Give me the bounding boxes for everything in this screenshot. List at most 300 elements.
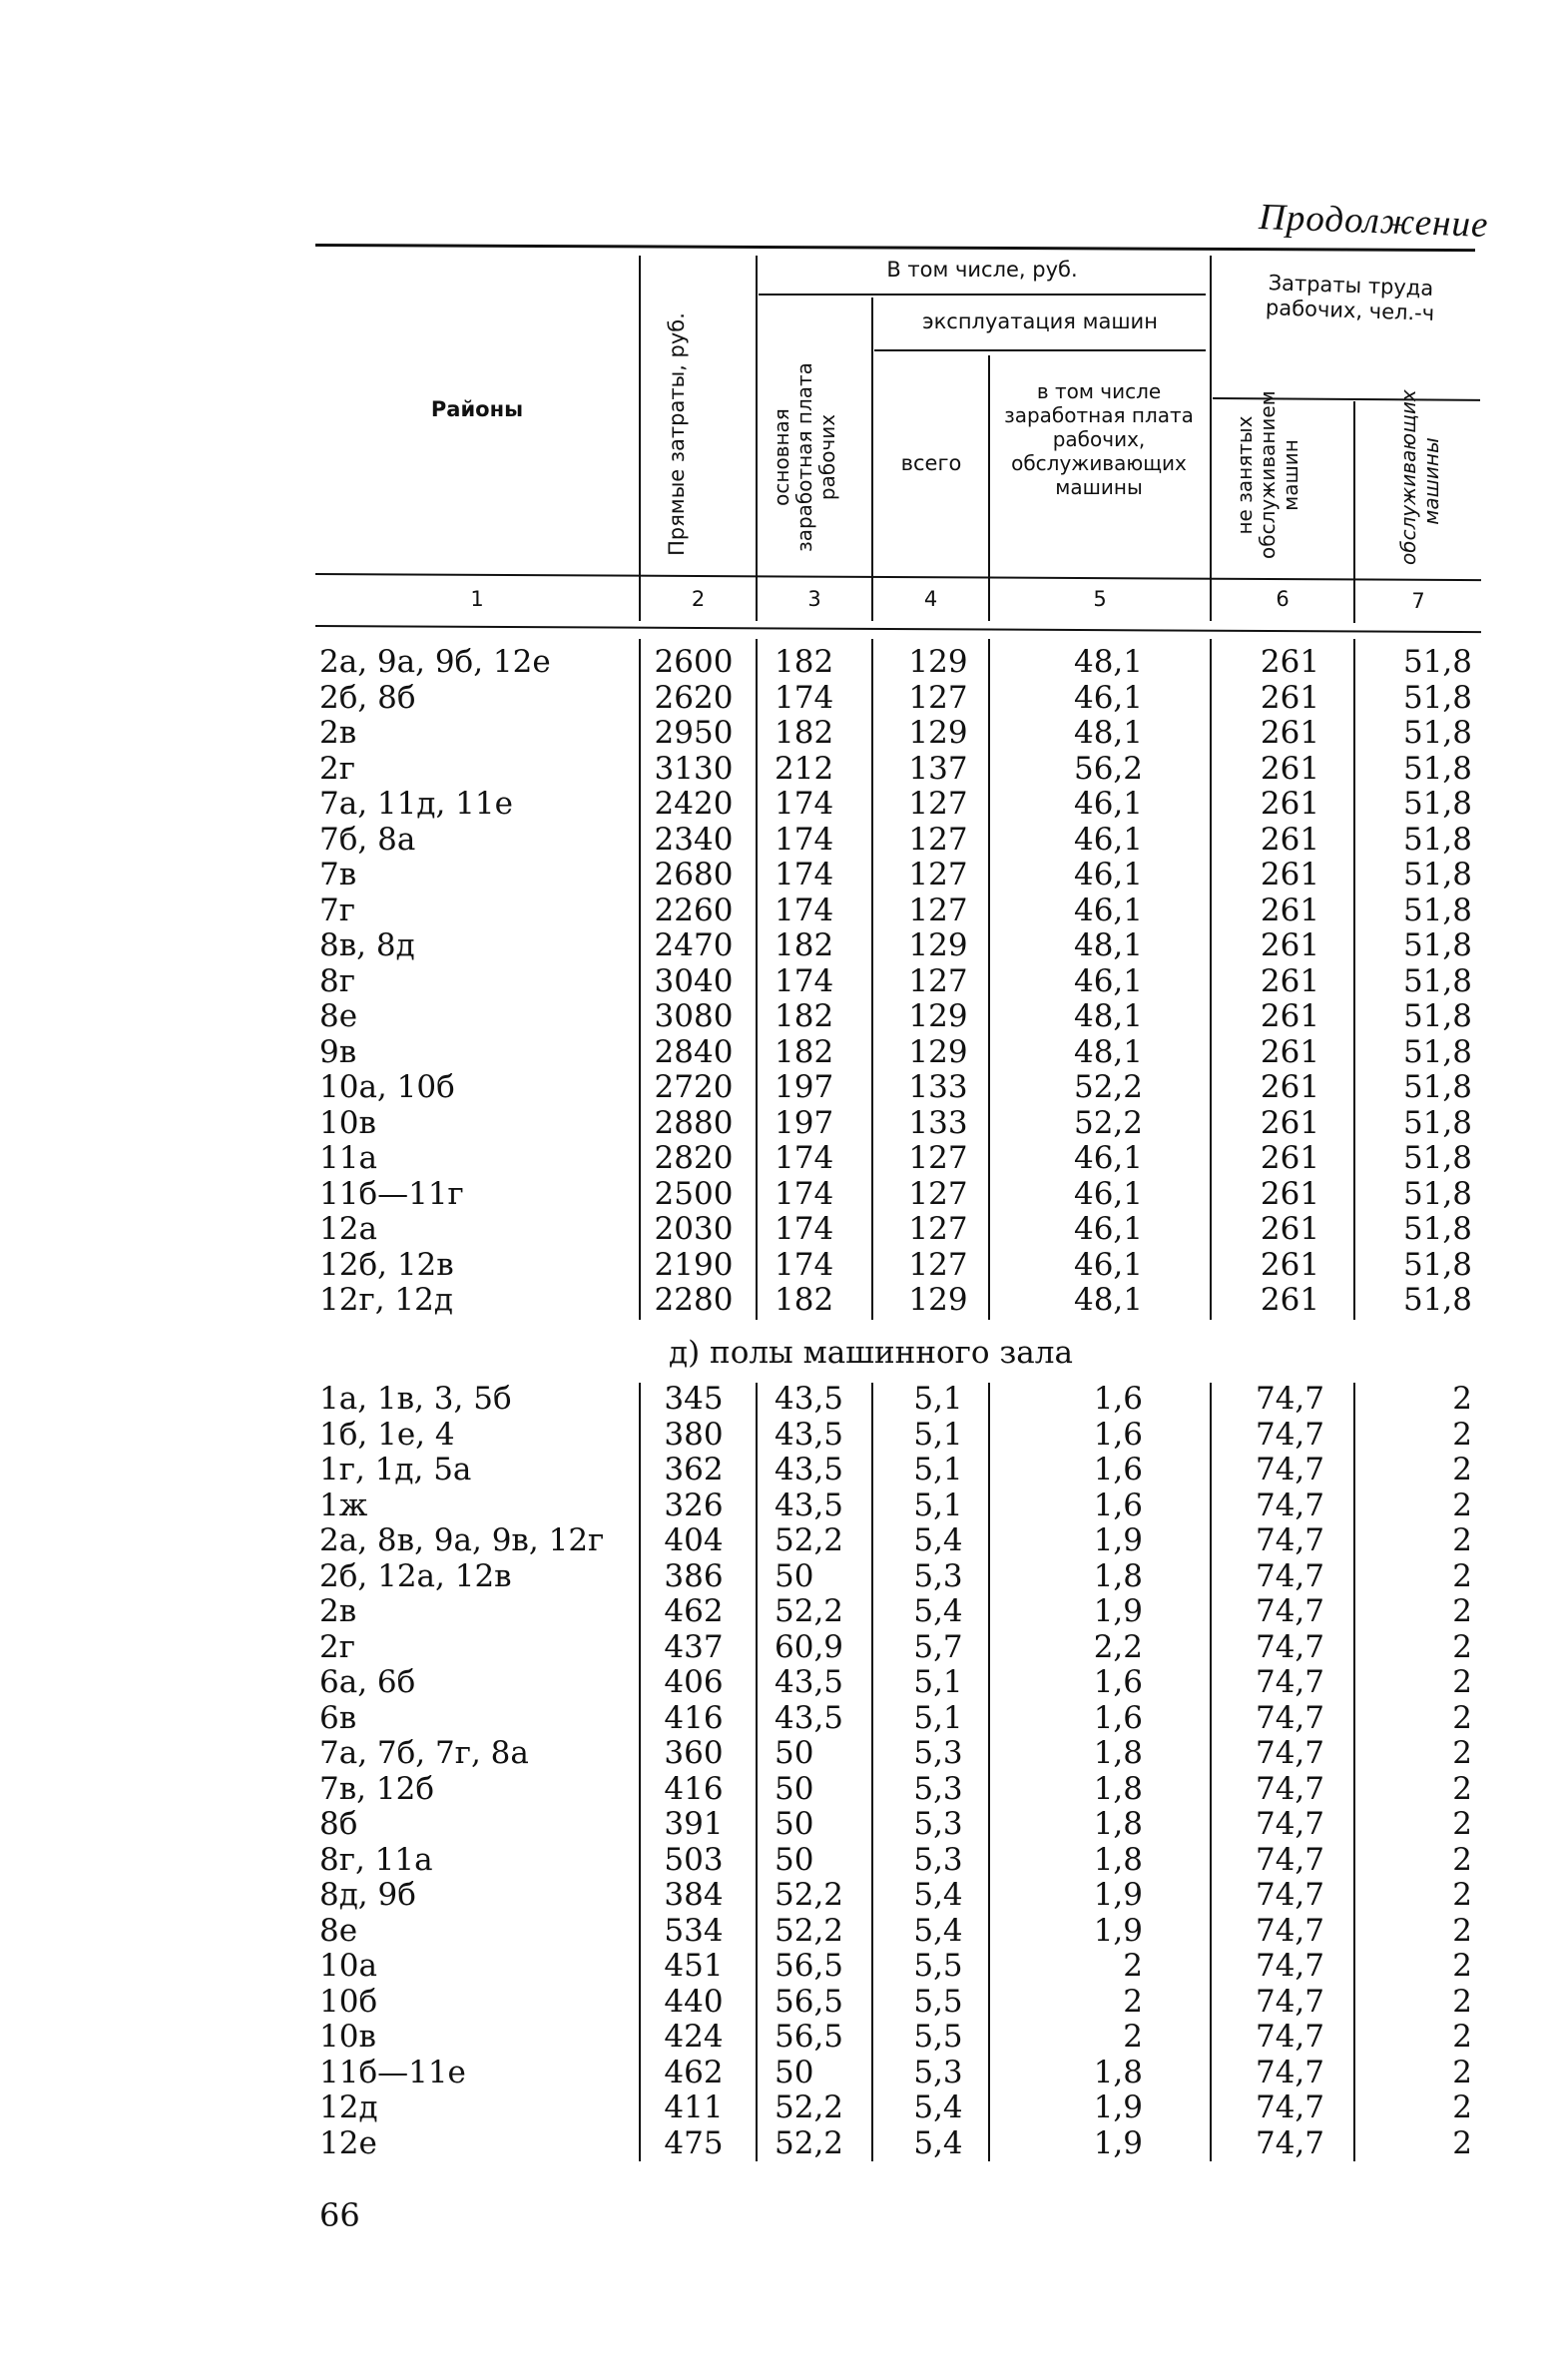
cell-vsego: 5,3 [913,1557,963,1594]
cell-rayon: 10а, 10б [319,1069,455,1105]
cell-obsluzh: 51,8 [1402,715,1472,751]
cell-vsego: 5,1 [913,1381,963,1417]
cell-ne-zanyatyh: 261 [1260,892,1320,928]
cell-rayon: 2б, 8б [319,679,416,716]
cell-rayon: 1б, 1е, 4 [319,1416,455,1453]
page-number: 66 [319,2196,360,2234]
cell-zp: 46,1 [1073,786,1143,822]
cell-obsluzh: 2 [1452,1487,1472,1523]
cell-osnovnaya: 52,2 [775,1912,844,1949]
cell-pryamye: 2420 [654,786,734,822]
cell-osnovnaya: 182 [775,715,834,751]
cell-rayon: 2а, 8в, 9а, 9в, 12г [319,1522,605,1558]
table-row [0,1106,1555,1142]
cell-zp: 1,8 [1093,1557,1143,1594]
cell-zp: 48,1 [1073,644,1143,680]
cell-zp: 46,1 [1073,1140,1143,1176]
cell-vsego: 127 [908,679,968,716]
cell-rayon: 10а [319,1948,377,1984]
cell-pryamye: 362 [664,1452,724,1488]
cell-pryamye: 416 [664,1770,724,1807]
cell-ne-zanyatyh: 74,7 [1255,1948,1325,1984]
cell-pryamye: 462 [664,1593,724,1629]
cell-rayon: 11а [319,1140,377,1176]
cell-rayon: 8е [319,998,358,1034]
cell-obsluzh: 2 [1452,1912,1472,1949]
header-ne-zanyatyh: не занятых обслуживанием машин [1233,390,1302,559]
cell-vsego: 5,4 [913,1877,963,1913]
cell-obsluzh: 51,8 [1402,1211,1472,1247]
cell-obsluzh: 51,8 [1402,1282,1472,1318]
cell-rayon: 2в [319,715,357,751]
table-row [0,1559,1555,1595]
cell-osnovnaya: 50 [775,1735,814,1771]
cell-rayon: 2в [319,1593,357,1629]
table-row [0,1985,1555,2021]
cell-pryamye: 3040 [654,962,734,999]
cell-ne-zanyatyh: 261 [1260,998,1320,1034]
cell-ne-zanyatyh: 74,7 [1255,1416,1325,1453]
colnum-2: 2 [691,587,706,611]
header-v-tom-chisle: В том числе, руб. [886,258,1078,282]
header-vrule-2 [756,256,758,621]
cell-rayon: 10б [319,1983,378,2020]
cell-vsego: 133 [908,1069,968,1105]
cell-ne-zanyatyh: 261 [1260,1246,1320,1283]
table-row [0,893,1555,929]
cell-osnovnaya: 50 [775,1806,814,1842]
cell-vsego: 129 [908,927,968,963]
cell-zp: 2,2 [1093,1628,1143,1665]
cell-vsego: 129 [908,715,968,751]
cell-obsluzh: 51,8 [1402,679,1472,716]
cell-obsluzh: 51,8 [1402,962,1472,999]
cell-obsluzh: 2 [1452,1628,1472,1665]
cell-obsluzh: 2 [1452,1416,1472,1453]
cell-zp: 46,1 [1073,892,1143,928]
cell-pryamye: 534 [664,1912,724,1949]
cell-vsego: 5,4 [913,1593,963,1629]
cell-pryamye: 2950 [654,715,734,751]
cell-pryamye: 3130 [654,750,734,787]
cell-rayon: 12д [319,2089,378,2125]
table-row [0,1418,1555,1454]
cell-rayon: 2а, 9а, 9б, 12е [319,644,551,680]
cell-zp: 56,2 [1073,750,1143,787]
cell-osnovnaya: 50 [775,1770,814,1807]
cell-pryamye: 2500 [654,1175,734,1212]
cell-vsego: 5,5 [913,1983,963,2020]
cell-osnovnaya: 174 [775,821,834,858]
cell-pryamye: 2880 [654,1104,734,1141]
header-bottom-rule [315,573,1481,581]
cell-zp: 1,8 [1093,1770,1143,1807]
cell-vsego: 129 [908,644,968,680]
table-row [0,1630,1555,1666]
cell-rayon: 12е [319,2124,377,2161]
cell-rayon: 7в [319,857,357,892]
cell-osnovnaya: 43,5 [775,1416,844,1453]
cell-zp: 1,9 [1093,1522,1143,1558]
cell-ne-zanyatyh: 74,7 [1255,2054,1325,2090]
cell-vsego: 127 [908,786,968,822]
cell-zp: 1,8 [1093,1841,1143,1878]
cell-rayon: 10в [319,1104,376,1141]
section-d-title: д) полы машинного зала [669,1335,1073,1371]
cell-vsego: 127 [908,962,968,999]
cell-obsluzh: 2 [1452,1735,1472,1771]
cell-osnovnaya: 182 [775,927,834,963]
cell-vsego: 5,3 [913,1735,963,1771]
cell-pryamye: 2470 [654,927,734,963]
cell-rayon: 8е [319,1912,358,1949]
cell-obsluzh: 51,8 [1402,998,1472,1034]
section-d-rows [0,1382,1555,2161]
table-top-rule [315,244,1475,252]
cell-rayon: 12б, 12в [319,1246,454,1283]
cell-ne-zanyatyh: 74,7 [1255,1735,1325,1771]
cell-zp: 1,6 [1093,1452,1143,1488]
cell-ne-zanyatyh: 74,7 [1255,1628,1325,1665]
cell-obsluzh: 51,8 [1402,644,1472,680]
table-row [0,752,1555,788]
cell-vsego: 129 [908,1282,968,1318]
cell-osnovnaya: 60,9 [775,1628,844,1665]
cell-zp: 46,1 [1073,679,1143,716]
cell-zp: 48,1 [1073,1033,1143,1070]
cell-obsluzh: 2 [1452,1841,1472,1878]
cell-zp: 48,1 [1073,715,1143,751]
cell-ne-zanyatyh: 261 [1260,962,1320,999]
cell-ne-zanyatyh: 74,7 [1255,2124,1325,2161]
cell-obsluzh: 51,8 [1402,821,1472,858]
cell-vsego: 5,4 [913,2124,963,2161]
table-row [0,823,1555,859]
cell-rayon: 7а, 7б, 7г, 8а [319,1735,529,1771]
cell-ne-zanyatyh: 261 [1260,644,1320,680]
header-rayony: Районы [430,397,524,421]
cell-ne-zanyatyh: 261 [1260,821,1320,858]
cell-rayon: 1г, 1д, 5а [319,1452,472,1488]
cell-vsego: 127 [908,1211,968,1247]
cell-obsluzh: 51,8 [1402,1246,1472,1283]
cell-obsluzh: 51,8 [1402,1069,1472,1105]
cell-rayon: 8в, 8д [319,927,415,963]
cell-obsluzh: 2 [1452,2019,1472,2055]
cell-zp: 1,6 [1093,1664,1143,1700]
table-row [0,1212,1555,1248]
table-row [0,999,1555,1035]
cell-rayon: 2г [319,1628,355,1665]
cell-obsluzh: 51,8 [1402,892,1472,928]
table-row [0,716,1555,752]
cell-osnovnaya: 43,5 [775,1381,844,1417]
cell-ne-zanyatyh: 74,7 [1255,1557,1325,1594]
cell-osnovnaya: 174 [775,892,834,928]
table-row [0,645,1555,681]
cell-zp: 1,9 [1093,1593,1143,1629]
cell-zp: 52,2 [1073,1104,1143,1141]
table-row [0,1177,1555,1213]
cell-osnovnaya: 197 [775,1069,834,1105]
cell-rayon: 2г [319,750,355,787]
table-row [0,1382,1555,1418]
cell-vsego: 127 [908,1175,968,1212]
cell-obsluzh: 2 [1452,2124,1472,2161]
cell-pryamye: 2820 [654,1140,734,1176]
table-row [0,858,1555,893]
cell-rayon: 8д, 9б [319,1877,416,1913]
cell-ne-zanyatyh: 74,7 [1255,2019,1325,2055]
cell-osnovnaya: 197 [775,1104,834,1141]
cell-vsego: 127 [908,857,968,892]
cell-vsego: 5,4 [913,1522,963,1558]
cell-zp: 1,9 [1093,2089,1143,2125]
header-vsego: всего [900,451,962,475]
cell-rayon: 8г, 11а [319,1841,433,1878]
cell-pryamye: 2280 [654,1282,734,1318]
cell-osnovnaya: 52,2 [775,1522,844,1558]
cell-pryamye: 345 [664,1381,724,1417]
cell-ne-zanyatyh: 261 [1260,857,1320,892]
cell-pryamye: 462 [664,2054,724,2090]
header-v-tom-chisle-zp: в том числе заработная плата рабочих, обслуживающих машины [1004,379,1194,499]
cell-rayon: 2б, 12а, 12в [319,1557,512,1594]
cell-zp: 1,9 [1093,2124,1143,2161]
cell-osnovnaya: 212 [775,750,834,787]
cell-obsluzh: 51,8 [1402,927,1472,963]
cell-obsluzh: 2 [1452,1806,1472,1842]
table-row [0,2056,1555,2091]
cell-osnovnaya: 182 [775,998,834,1034]
cell-obsluzh: 2 [1452,1452,1472,1488]
cell-ne-zanyatyh: 261 [1260,786,1320,822]
header-pryamye: Прямые затраты, руб. [665,312,689,556]
cell-rayon: 11б—11е [319,2054,466,2090]
cell-pryamye: 416 [664,1699,724,1736]
table-row [0,1035,1555,1071]
cell-ne-zanyatyh: 74,7 [1255,1522,1325,1558]
cell-rayon: 6а, 6б [319,1664,416,1700]
cell-zp: 52,2 [1073,1069,1143,1105]
continuation-label: Продолжение [1258,196,1490,247]
table-row [0,681,1555,717]
cell-ne-zanyatyh: 261 [1260,1282,1320,1318]
cell-osnovnaya: 43,5 [775,1487,844,1523]
cell-zp: 46,1 [1073,1175,1143,1212]
cell-ne-zanyatyh: 74,7 [1255,1912,1325,1949]
cell-rayon: 8г [319,962,355,999]
cell-obsluzh: 2 [1452,2054,1472,2090]
table-row [0,787,1555,823]
cell-zp: 46,1 [1073,1246,1143,1283]
cell-zp: 46,1 [1073,962,1143,999]
header-rule-vtom [759,294,1206,296]
header-zatraty-truda: Затраты труда рабочих, чел.-ч [1265,271,1435,326]
table-row [0,1594,1555,1630]
cell-ne-zanyatyh: 261 [1260,1033,1320,1070]
cell-obsluzh: 51,8 [1402,750,1472,787]
cell-zp: 1,6 [1093,1699,1143,1736]
cell-vsego: 5,1 [913,1699,963,1736]
cell-obsluzh: 2 [1452,1770,1472,1807]
cell-vsego: 5,3 [913,1841,963,1878]
table-row [0,1248,1555,1284]
cell-pryamye: 411 [664,2089,724,2125]
cell-pryamye: 406 [664,1664,724,1700]
cell-vsego: 5,3 [913,2054,963,2090]
cell-pryamye: 386 [664,1557,724,1594]
cell-ne-zanyatyh: 74,7 [1255,1699,1325,1736]
cell-rayon: 7а, 11д, 11е [319,786,513,822]
cell-ne-zanyatyh: 261 [1260,1104,1320,1141]
cell-obsluzh: 2 [1452,1948,1472,1984]
colnum-3: 3 [807,587,821,611]
cell-osnovnaya: 174 [775,1246,834,1283]
cell-zp: 46,1 [1073,1211,1143,1247]
cell-rayon: 7б, 8а [319,821,416,858]
cell-osnovnaya: 174 [775,1140,834,1176]
table-row [0,2090,1555,2126]
cell-zp: 48,1 [1073,1282,1143,1318]
table-row [0,2126,1555,2162]
cell-zp: 2 [1123,1983,1143,2020]
cell-zp: 48,1 [1073,927,1143,963]
cell-pryamye: 2190 [654,1246,734,1283]
cell-vsego: 5,3 [913,1806,963,1842]
cell-ne-zanyatyh: 261 [1260,927,1320,963]
cell-ne-zanyatyh: 261 [1260,750,1320,787]
cell-zp: 1,9 [1093,1912,1143,1949]
cell-ne-zanyatyh: 74,7 [1255,1452,1325,1488]
cell-pryamye: 2340 [654,821,734,858]
cell-osnovnaya: 174 [775,786,834,822]
table-row [0,1914,1555,1950]
cell-osnovnaya: 52,2 [775,1593,844,1629]
cell-vsego: 5,1 [913,1416,963,1453]
cell-pryamye: 475 [664,2124,724,2161]
cell-osnovnaya: 52,2 [775,2089,844,2125]
colnum-7: 7 [1411,589,1425,613]
cell-pryamye: 380 [664,1416,724,1453]
cell-obsluzh: 2 [1452,2089,1472,2125]
cell-ne-zanyatyh: 74,7 [1255,2089,1325,2125]
cell-vsego: 5,4 [913,2089,963,2125]
cell-pryamye: 2600 [654,644,734,680]
header-rule-eksp [874,349,1206,351]
cell-ne-zanyatyh: 74,7 [1255,1806,1325,1842]
header-osnovnaya: основная заработная плата рабочих [770,362,839,552]
colnum-5: 5 [1093,587,1107,611]
cell-zp: 1,8 [1093,1735,1143,1771]
cell-ne-zanyatyh: 74,7 [1255,1381,1325,1417]
cell-vsego: 5,1 [913,1452,963,1488]
cell-osnovnaya: 43,5 [775,1664,844,1700]
cell-rayon: 7в, 12б [319,1770,434,1807]
table-row [0,1878,1555,1914]
cell-ne-zanyatyh: 261 [1260,1211,1320,1247]
colnum-bottom-rule [315,625,1481,633]
cell-osnovnaya: 174 [775,962,834,999]
cell-pryamye: 360 [664,1735,724,1771]
cell-obsluzh: 2 [1452,1522,1472,1558]
cell-vsego: 129 [908,1033,968,1070]
cell-osnovnaya: 56,5 [775,2019,844,2055]
cell-osnovnaya: 174 [775,679,834,716]
cell-zp: 2 [1123,2019,1143,2055]
cell-rayon: 9в [319,1033,357,1070]
header-vrule-5 [1210,256,1212,621]
cell-rayon: 8б [319,1806,358,1842]
table-row [0,928,1555,964]
cell-ne-zanyatyh: 261 [1260,679,1320,716]
cell-osnovnaya: 182 [775,1033,834,1070]
table-row [0,1736,1555,1772]
table-row [0,1523,1555,1559]
cell-rayon: 6в [319,1699,357,1736]
cell-vsego: 5,1 [913,1664,963,1700]
cell-pryamye: 2680 [654,857,734,892]
cell-zp: 1,6 [1093,1381,1143,1417]
table-row [0,1665,1555,1701]
cell-vsego: 5,4 [913,1912,963,1949]
cell-obsluzh: 51,8 [1402,1033,1472,1070]
cell-ne-zanyatyh: 74,7 [1255,1593,1325,1629]
cell-obsluzh: 51,8 [1402,1140,1472,1176]
cell-rayon: 10в [319,2019,376,2055]
colnum-4: 4 [923,587,938,611]
cell-vsego: 5,5 [913,1948,963,1984]
cell-pryamye: 437 [664,1628,724,1665]
cell-osnovnaya: 182 [775,644,834,680]
cell-zp: 1,9 [1093,1877,1143,1913]
cell-osnovnaya: 174 [775,1175,834,1212]
cell-rayon: 1а, 1в, 3, 5б [319,1381,512,1417]
table-row [0,1283,1555,1319]
cell-obsluzh: 51,8 [1402,786,1472,822]
cell-rayon: 12а [319,1211,377,1247]
cell-rayon: 12г, 12д [319,1282,453,1318]
cell-vsego: 137 [908,750,968,787]
header-vrule-3 [871,298,873,621]
cell-ne-zanyatyh: 261 [1260,1175,1320,1212]
cell-osnovnaya: 52,2 [775,1877,844,1913]
cell-vsego: 127 [908,892,968,928]
cell-vsego: 5,3 [913,1770,963,1807]
cell-vsego: 5,1 [913,1487,963,1523]
table-row [0,2020,1555,2056]
cell-vsego: 133 [908,1104,968,1141]
cell-vsego: 5,7 [913,1628,963,1665]
cell-pryamye: 503 [664,1841,724,1878]
cell-pryamye: 326 [664,1487,724,1523]
cell-obsluzh: 2 [1452,1593,1472,1629]
cell-pryamye: 404 [664,1522,724,1558]
cell-osnovnaya: 50 [775,1841,814,1878]
colnum-6: 6 [1276,587,1290,611]
cell-ne-zanyatyh: 74,7 [1255,1770,1325,1807]
cell-zp: 46,1 [1073,821,1143,858]
cell-obsluzh: 2 [1452,1557,1472,1594]
header-obsluzhivayuschih: обслуживающих машины [1396,389,1443,565]
table-row [0,964,1555,1000]
cell-zp: 1,6 [1093,1487,1143,1523]
cell-ne-zanyatyh: 261 [1260,715,1320,751]
cell-vsego: 129 [908,998,968,1034]
cell-ne-zanyatyh: 74,7 [1255,1877,1325,1913]
cell-osnovnaya: 52,2 [775,2124,844,2161]
cell-pryamye: 3080 [654,998,734,1034]
